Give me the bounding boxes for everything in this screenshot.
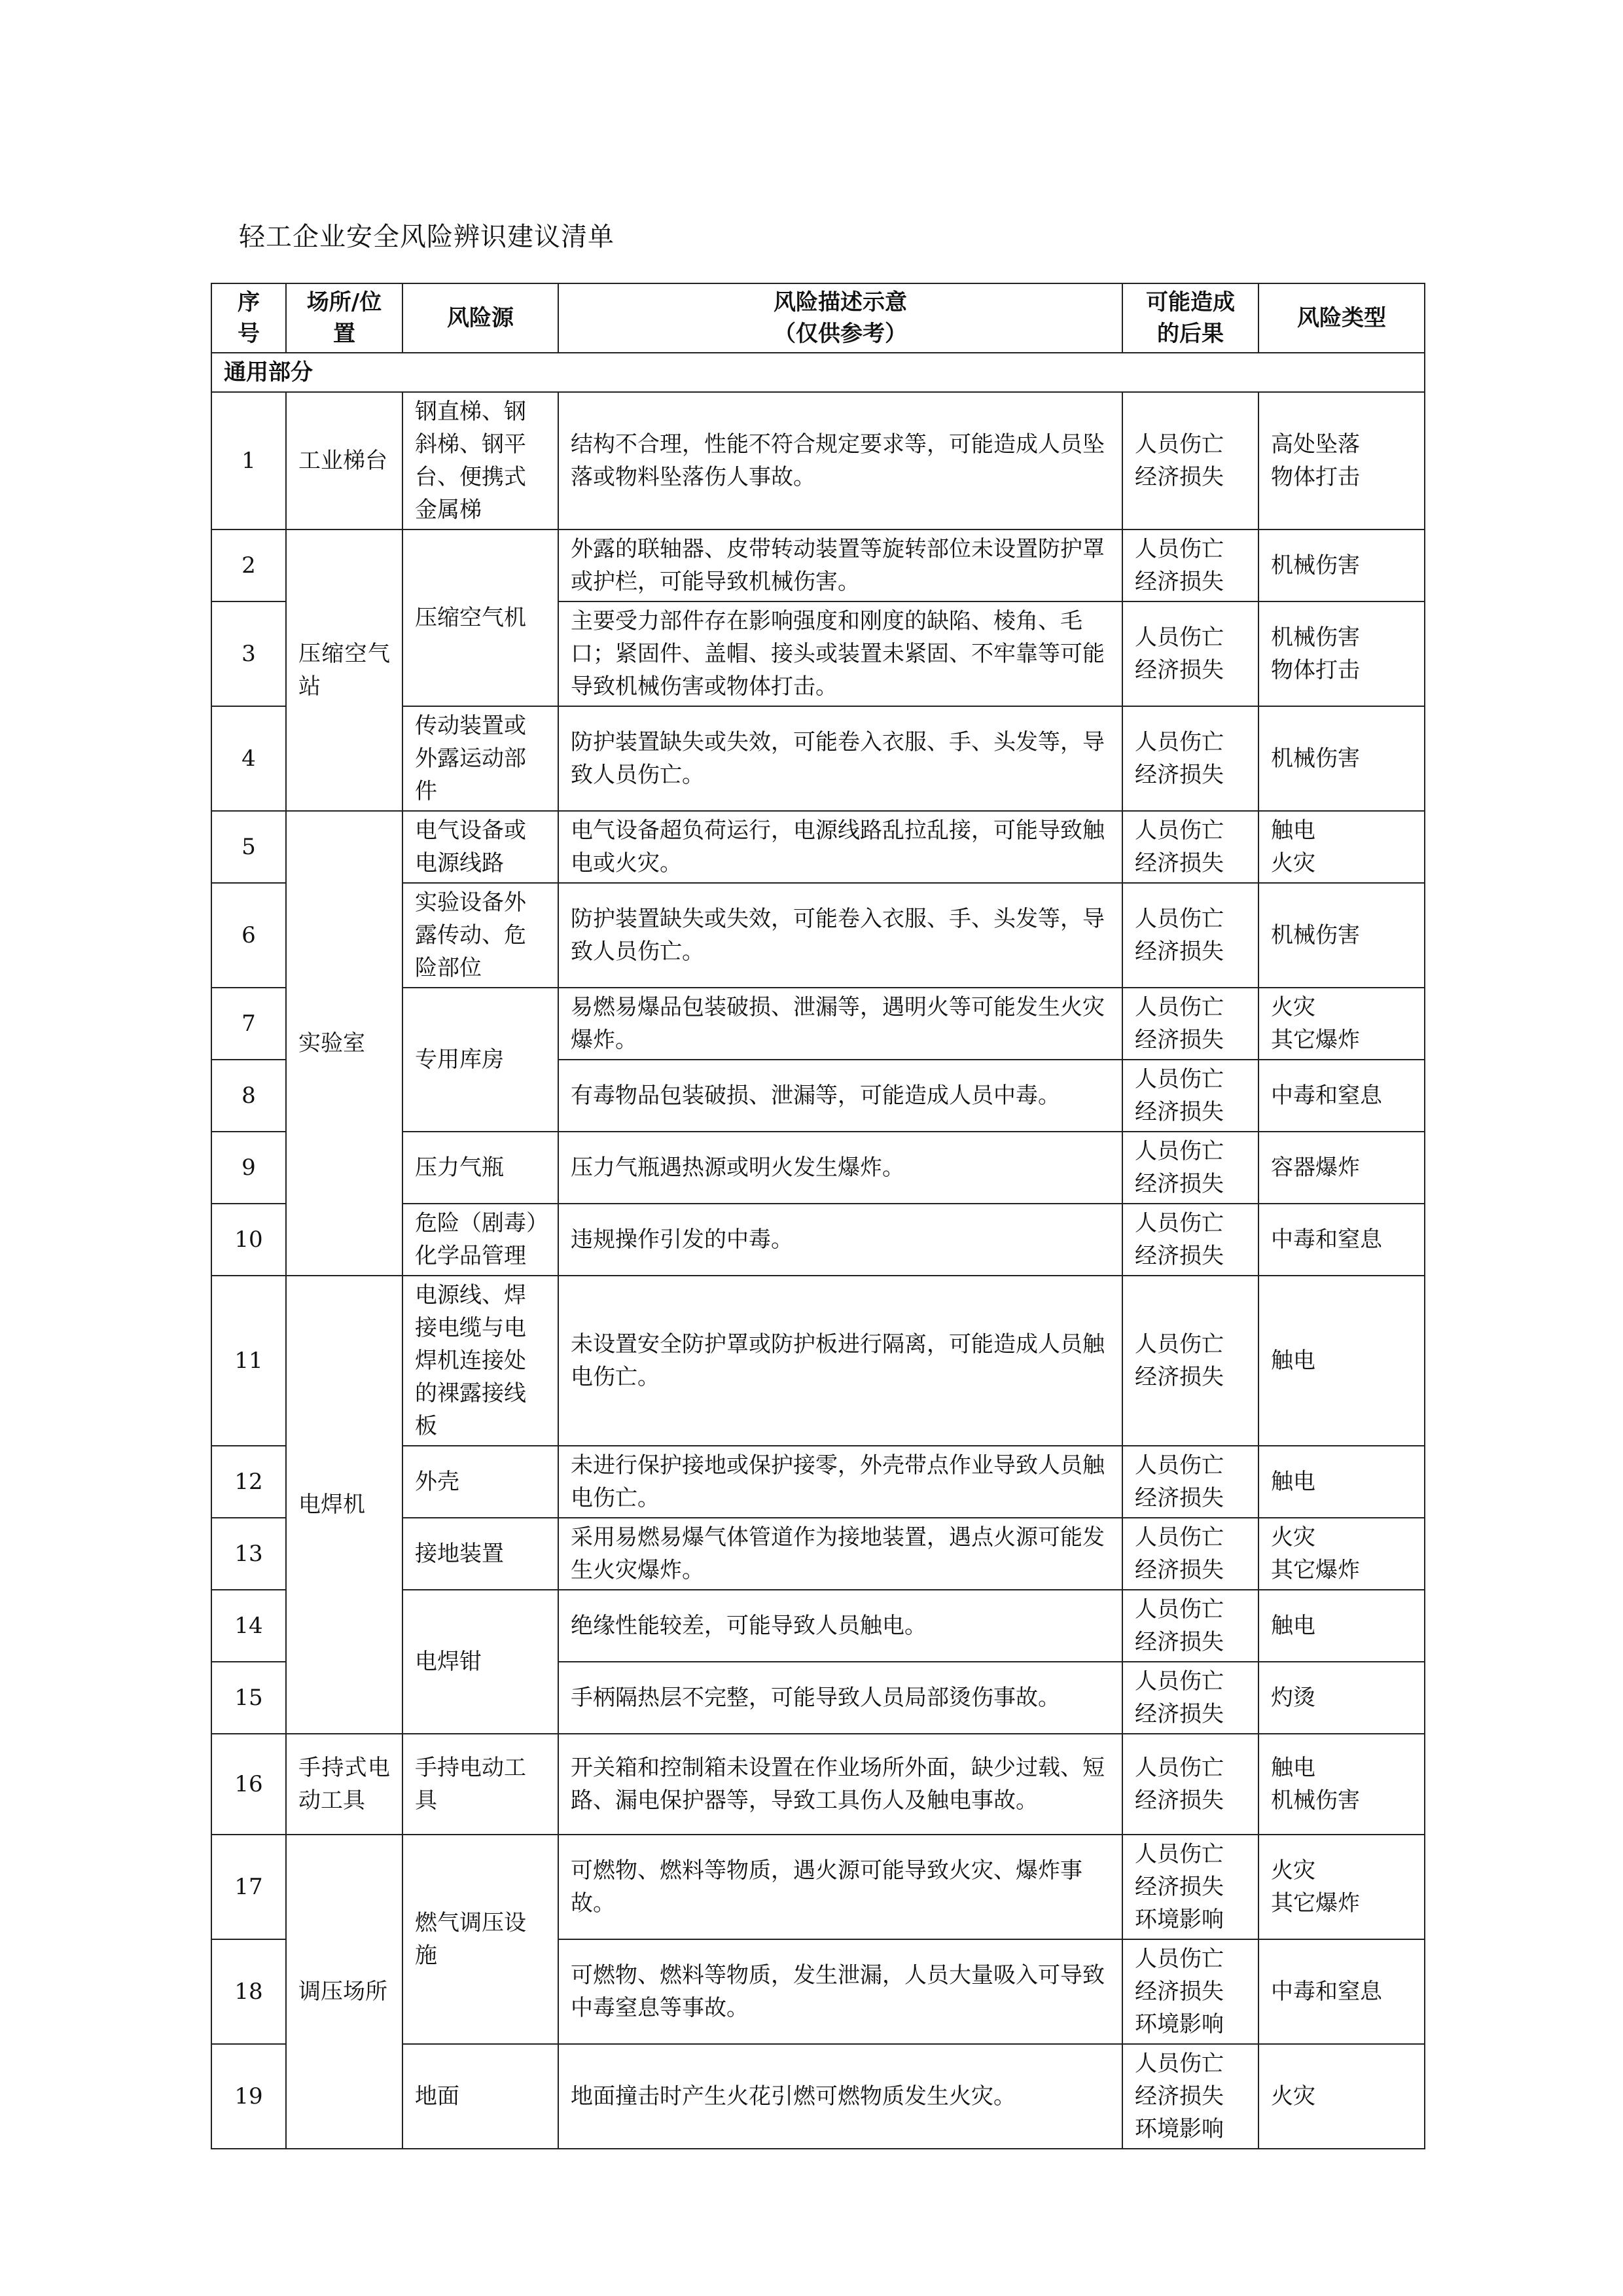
source-cell: 地面	[402, 2044, 558, 2149]
description-cell: 易燃易爆品包装破损、泄漏等，遇明火等可能发生火灾爆炸。	[558, 988, 1122, 1060]
description-cell: 绝缘性能较差，可能导致人员触电。	[558, 1590, 1122, 1662]
row-number: 8	[211, 1060, 286, 1132]
row-number: 1	[211, 392, 286, 529]
source-cell: 电气设备或电源线路	[402, 811, 558, 883]
consequence-cell: 人员伤亡 经济损失 环境影响	[1122, 1939, 1258, 2044]
risk-type-cell: 机械伤害	[1258, 529, 1425, 601]
risk-type-cell: 机械伤害	[1258, 883, 1425, 988]
header-no: 序 号	[211, 283, 286, 353]
consequence-cell: 人员伤亡 经济损失	[1122, 1132, 1258, 1204]
table-row	[211, 392, 1425, 529]
table-row	[211, 1835, 1425, 1939]
location-cell: 电焊机	[286, 1276, 402, 1734]
consequence-cell: 人员伤亡 经济损失 环境影响	[1122, 1835, 1258, 1939]
source-cell: 接地装置	[402, 1518, 558, 1590]
risk-type-cell: 火灾 其它爆炸	[1258, 1518, 1425, 1590]
header-location: 场所/位 置	[286, 283, 402, 353]
table-row	[211, 1734, 1425, 1835]
consequence-cell: 人员伤亡 经济损失	[1122, 1060, 1258, 1132]
section-label: 通用部分	[211, 353, 1425, 392]
consequence-cell: 人员伤亡 经济损失	[1122, 1734, 1258, 1835]
risk-type-cell: 机械伤害	[1258, 706, 1425, 811]
description-cell: 外露的联轴器、皮带转动装置等旋转部位未设置防护罩或护栏，可能导致机械伤害。	[558, 529, 1122, 601]
row-number: 9	[211, 1132, 286, 1204]
description-cell: 未进行保护接地或保护接零，外壳带点作业导致人员触电伤亡。	[558, 1446, 1122, 1518]
consequence-cell: 人员伤亡 经济损失	[1122, 601, 1258, 706]
row-number: 11	[211, 1276, 286, 1446]
row-number: 10	[211, 1204, 286, 1276]
description-cell: 有毒物品包装破损、泄漏等，可能造成人员中毒。	[558, 1060, 1122, 1132]
row-number: 12	[211, 1446, 286, 1518]
source-cell: 外壳	[402, 1446, 558, 1518]
consequence-cell: 人员伤亡 经济损失	[1122, 988, 1258, 1060]
risk-type-cell: 触电 机械伤害	[1258, 1734, 1425, 1835]
row-number: 18	[211, 1939, 286, 2044]
description-cell: 手柄隔热层不完整，可能导致人员局部烫伤事故。	[558, 1662, 1122, 1734]
risk-table	[211, 283, 1425, 2149]
risk-type-cell: 火灾 其它爆炸	[1258, 1835, 1425, 1939]
consequence-cell: 人员伤亡 经济损失	[1122, 1276, 1258, 1446]
location-cell: 手持式电动工具	[286, 1734, 402, 1835]
risk-type-cell: 触电	[1258, 1446, 1425, 1518]
description-cell: 采用易燃易爆气体管道作为接地装置，遇点火源可能发生火灾爆炸。	[558, 1518, 1122, 1590]
location-cell: 工业梯台	[286, 392, 402, 529]
header-description: 风险描述示意 （仅供参考）	[558, 283, 1122, 353]
header-consequence: 可能造成 的后果	[1122, 283, 1258, 353]
description-cell: 防护装置缺失或失效，可能卷入衣服、手、头发等，导致人员伤亡。	[558, 883, 1122, 988]
row-number: 2	[211, 529, 286, 601]
source-cell: 专用库房	[402, 988, 558, 1132]
table-row	[211, 529, 1425, 601]
risk-type-cell: 触电	[1258, 1276, 1425, 1446]
source-cell: 电焊钳	[402, 1590, 558, 1734]
header-source: 风险源	[402, 283, 558, 353]
risk-type-cell: 灼烫	[1258, 1662, 1425, 1734]
row-number: 3	[211, 601, 286, 706]
consequence-cell: 人员伤亡 经济损失	[1122, 1518, 1258, 1590]
description-cell: 结构不合理，性能不符合规定要求等，可能造成人员坠落或物料坠落伤人事故。	[558, 392, 1122, 529]
consequence-cell: 人员伤亡 经济损失	[1122, 392, 1258, 529]
risk-type-cell: 机械伤害 物体打击	[1258, 601, 1425, 706]
risk-type-cell: 火灾 其它爆炸	[1258, 988, 1425, 1060]
header-row	[211, 283, 1425, 353]
description-cell: 可燃物、燃料等物质，遇火源可能导致火灾、爆炸事故。	[558, 1835, 1122, 1939]
description-cell: 主要受力部件存在影响强度和刚度的缺陷、棱角、毛口；紧固件、盖帽、接头或装置未紧固、不牢靠等可能导致机械伤害或物体打击。	[558, 601, 1122, 706]
source-cell: 传动装置或外露运动部件	[402, 706, 558, 811]
location-cell: 调压场所	[286, 1835, 402, 2149]
description-cell: 地面撞击时产生火花引燃可燃物质发生火灾。	[558, 2044, 1122, 2149]
consequence-cell: 人员伤亡 经济损失	[1122, 811, 1258, 883]
row-number: 16	[211, 1734, 286, 1835]
source-cell: 危险（剧毒）化学品管理	[402, 1204, 558, 1276]
consequence-cell: 人员伤亡 经济损失	[1122, 706, 1258, 811]
risk-type-cell: 中毒和窒息	[1258, 1060, 1425, 1132]
risk-type-cell: 触电 火灾	[1258, 811, 1425, 883]
consequence-cell: 人员伤亡 经济损失	[1122, 1662, 1258, 1734]
source-cell: 压力气瓶	[402, 1132, 558, 1204]
source-cell: 燃气调压设施	[402, 1835, 558, 2044]
description-cell: 防护装置缺失或失效，可能卷入衣服、手、头发等，导致人员伤亡。	[558, 706, 1122, 811]
description-cell: 违规操作引发的中毒。	[558, 1204, 1122, 1276]
source-cell: 实验设备外露传动、危险部位	[402, 883, 558, 988]
risk-type-cell: 触电	[1258, 1590, 1425, 1662]
row-number: 6	[211, 883, 286, 988]
description-cell: 可燃物、燃料等物质，发生泄漏，人员大量吸入可导致中毒窒息等事故。	[558, 1939, 1122, 2044]
risk-type-cell: 高处坠落 物体打击	[1258, 392, 1425, 529]
description-cell: 电气设备超负荷运行，电源线路乱拉乱接，可能导致触电或火灾。	[558, 811, 1122, 883]
description-cell: 开关箱和控制箱未设置在作业场所外面，缺少过载、短路、漏电保护器等，导致工具伤人及触电事故。	[558, 1734, 1122, 1835]
consequence-cell: 人员伤亡 经济损失	[1122, 529, 1258, 601]
source-cell: 电源线、焊接电缆与电焊机连接处的裸露接线板	[402, 1276, 558, 1446]
risk-type-cell: 中毒和窒息	[1258, 1204, 1425, 1276]
consequence-cell: 人员伤亡 经济损失 环境影响	[1122, 2044, 1258, 2149]
source-cell: 手持电动工具	[402, 1734, 558, 1835]
source-cell: 钢直梯、钢斜梯、钢平台、便携式金属梯	[402, 392, 558, 529]
header-risk-type: 风险类型	[1258, 283, 1425, 353]
risk-type-cell: 容器爆炸	[1258, 1132, 1425, 1204]
source-cell: 压缩空气机	[402, 529, 558, 706]
row-number: 15	[211, 1662, 286, 1734]
table-row	[211, 811, 1425, 883]
row-number: 19	[211, 2044, 286, 2149]
description-cell: 未设置安全防护罩或防护板进行隔离，可能造成人员触电伤亡。	[558, 1276, 1122, 1446]
section-row	[211, 353, 1425, 392]
row-number: 14	[211, 1590, 286, 1662]
location-cell: 实验室	[286, 811, 402, 1276]
document-title: 轻工企业安全风险辨识建议清单	[239, 222, 615, 252]
table-row	[211, 1276, 1425, 1446]
consequence-cell: 人员伤亡 经济损失	[1122, 883, 1258, 988]
risk-type-cell: 中毒和窒息	[1258, 1939, 1425, 2044]
risk-type-cell: 火灾	[1258, 2044, 1425, 2149]
row-number: 13	[211, 1518, 286, 1590]
consequence-cell: 人员伤亡 经济损失	[1122, 1446, 1258, 1518]
row-number: 7	[211, 988, 286, 1060]
description-cell: 压力气瓶遇热源或明火发生爆炸。	[558, 1132, 1122, 1204]
consequence-cell: 人员伤亡 经济损失	[1122, 1590, 1258, 1662]
consequence-cell: 人员伤亡 经济损失	[1122, 1204, 1258, 1276]
row-number: 4	[211, 706, 286, 811]
row-number: 17	[211, 1835, 286, 1939]
row-number: 5	[211, 811, 286, 883]
location-cell: 压缩空气站	[286, 529, 402, 811]
